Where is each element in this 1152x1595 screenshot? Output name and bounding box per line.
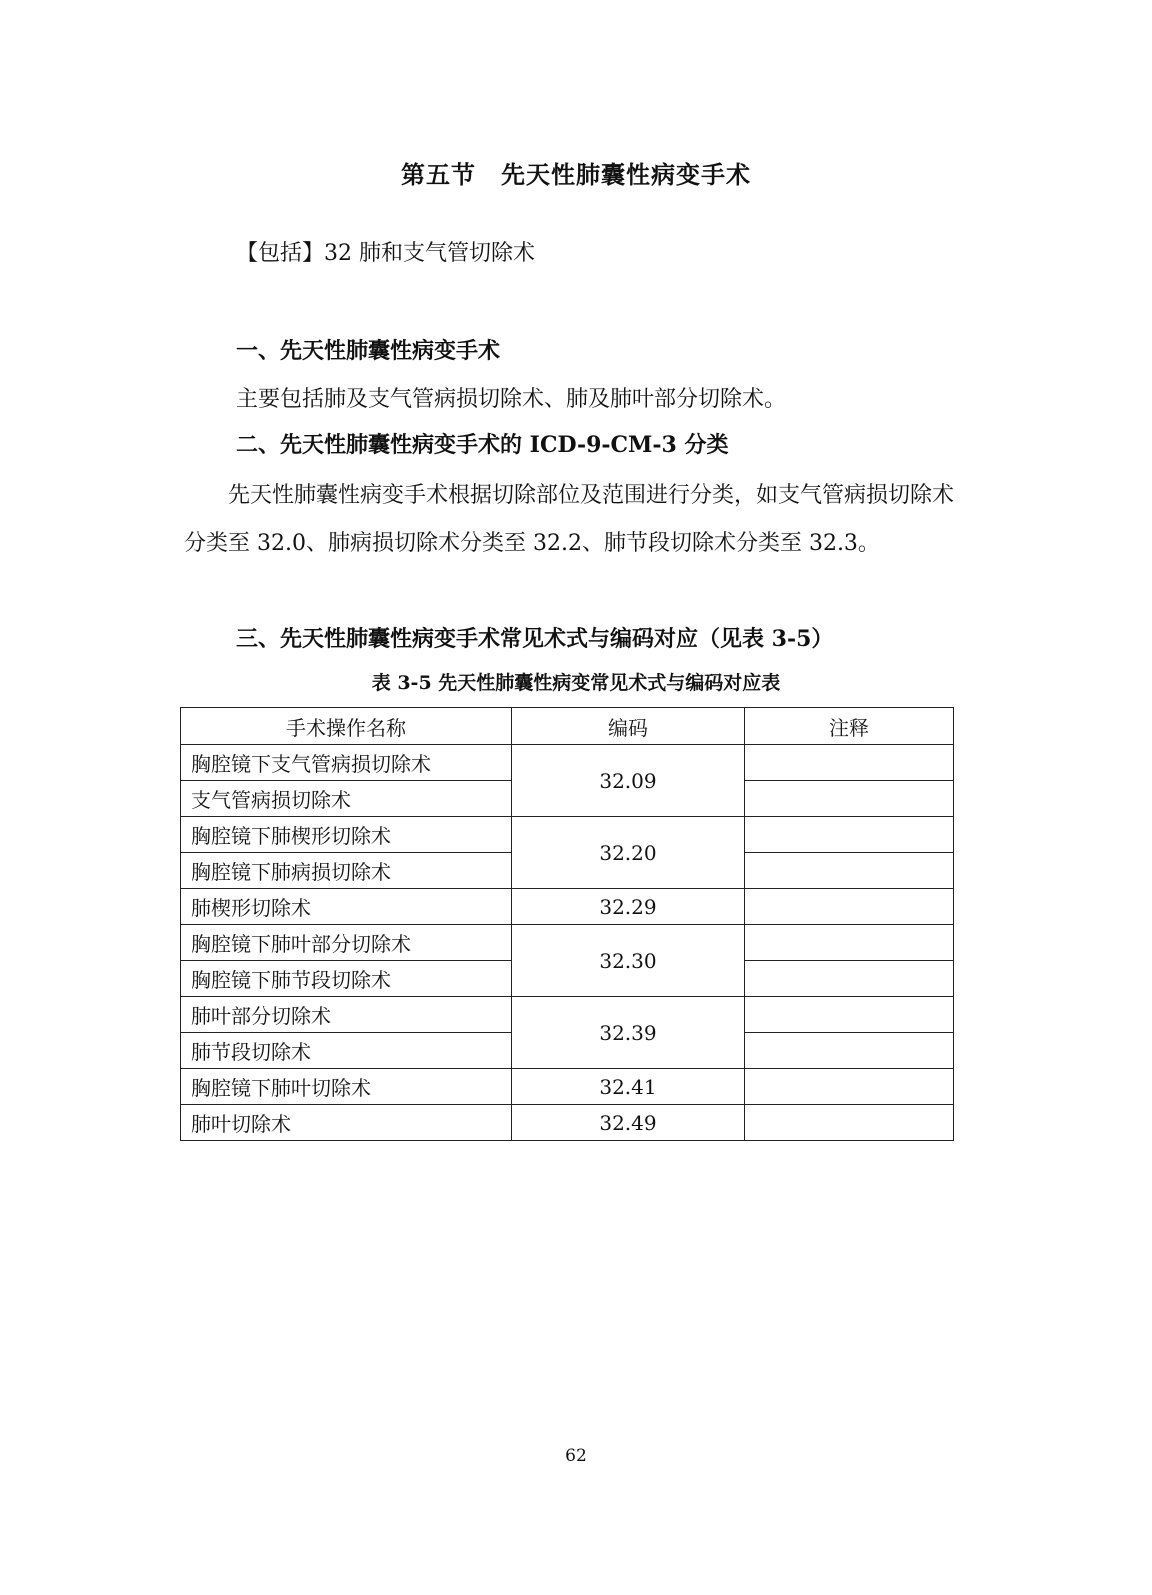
code-table (180, 707, 954, 1141)
procedure-note (745, 961, 954, 997)
procedure-name: 肺节段切除术 (181, 1033, 512, 1069)
procedure-note (745, 889, 954, 925)
includes-line: 【包括】32 肺和支气管切除术 (236, 241, 535, 266)
procedure-code: 32.49 (512, 1105, 745, 1141)
paragraph-1: 主要包括肺及支气管病损切除术、肺及肺叶部分切除术。 (236, 387, 787, 412)
procedure-name: 胸腔镜下肺叶部分切除术 (181, 925, 512, 961)
table-caption: 表 3-5 先天性肺囊性病变常见术式与编码对应表 (371, 672, 781, 694)
procedure-code: 32.29 (512, 889, 745, 925)
header-procedure-name: 手术操作名称 (181, 708, 512, 745)
procedure-name: 肺叶切除术 (181, 1105, 512, 1141)
table-row (181, 925, 954, 961)
procedure-note (745, 1105, 954, 1141)
table-row (181, 997, 954, 1033)
procedure-code: 32.41 (512, 1069, 745, 1105)
procedure-note (745, 781, 954, 817)
procedure-name: 胸腔镜下肺节段切除术 (181, 961, 512, 997)
heading-2: 二、先天性肺囊性病变手术的 ICD-9-CM-3 分类 (236, 432, 729, 458)
procedure-name: 肺叶部分切除术 (181, 997, 512, 1033)
heading-3: 三、先天性肺囊性病变手术常见术式与编码对应（见表 3-5） (236, 626, 834, 652)
paragraph-2: 先天性肺囊性病变手术根据切除部位及范围进行分类，如支气管病损切除术分类至 32.0、肺病损切除术分类至 32.2、肺节段切除术分类至 32.3。 (184, 483, 955, 556)
procedure-note (745, 817, 954, 853)
table-header-row (181, 708, 954, 745)
procedure-name: 肺楔形切除术 (181, 889, 512, 925)
procedure-note (745, 1069, 954, 1105)
header-note: 注释 (745, 708, 954, 745)
procedure-name: 胸腔镜下肺楔形切除术 (181, 817, 512, 853)
procedure-name: 胸腔镜下肺叶切除术 (181, 1069, 512, 1105)
procedure-note (745, 997, 954, 1033)
table-row (181, 745, 954, 781)
procedure-note (745, 1033, 954, 1069)
procedure-name: 胸腔镜下肺病损切除术 (181, 853, 512, 889)
header-code: 编码 (512, 708, 745, 745)
procedure-name: 胸腔镜下支气管病损切除术 (181, 745, 512, 781)
table-row (181, 889, 954, 925)
table-row (181, 1069, 954, 1105)
procedure-code: 32.39 (512, 997, 745, 1069)
heading-1: 一、先天性肺囊性病变手术 (236, 338, 501, 364)
procedure-note (745, 853, 954, 889)
procedure-code: 32.30 (512, 925, 745, 997)
procedure-code: 32.20 (512, 817, 745, 889)
procedure-name: 支气管病损切除术 (181, 781, 512, 817)
procedure-note (745, 745, 954, 781)
table-row (181, 1105, 954, 1141)
procedure-code: 32.09 (512, 745, 745, 817)
page-number: 62 (565, 1446, 587, 1466)
procedure-note (745, 925, 954, 961)
section-title: 第五节 先天性肺囊性病变手术 (401, 160, 751, 189)
table-row (181, 817, 954, 853)
